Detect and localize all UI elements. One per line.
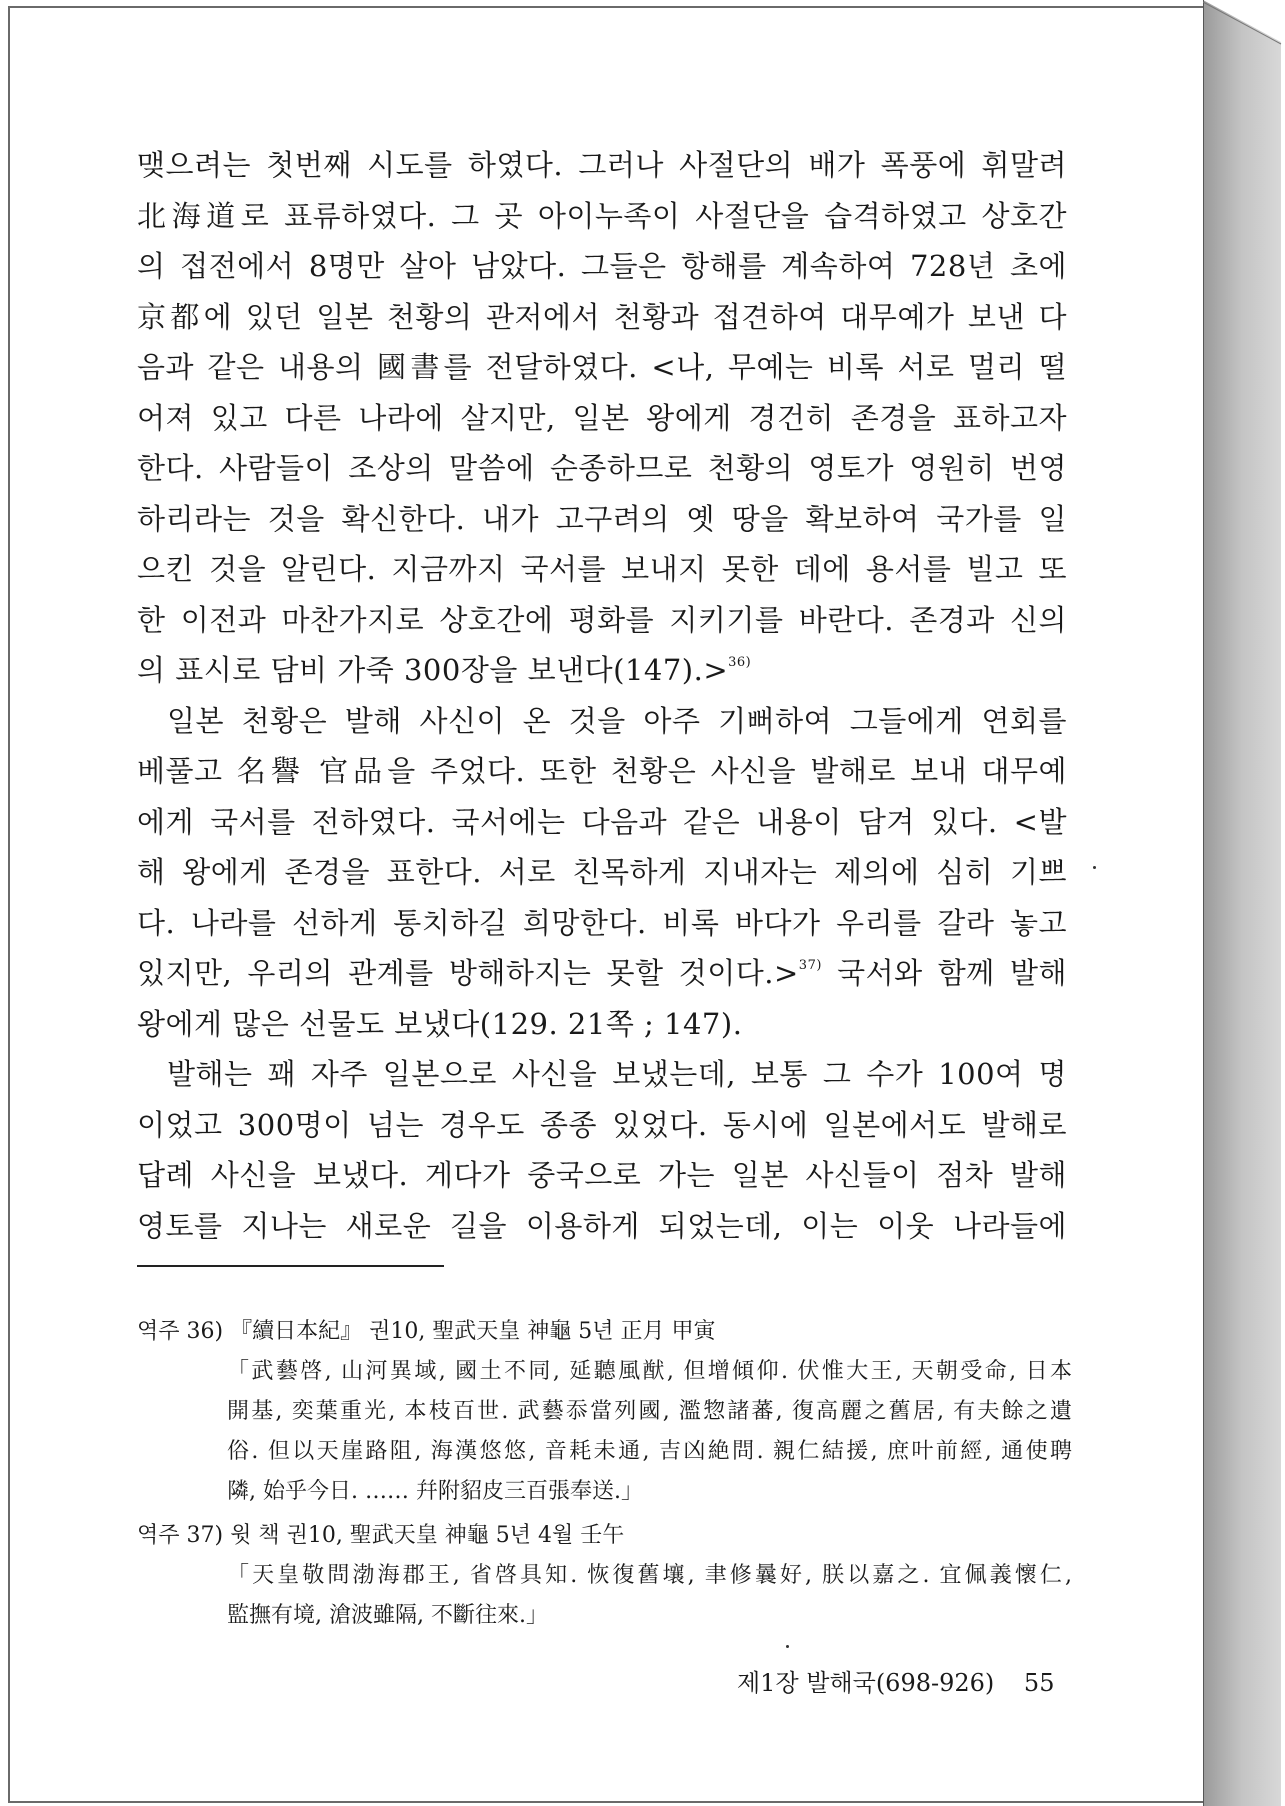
running-footer-chapter: 제1장 발해국(698-926) <box>737 1669 995 1697</box>
text-line-content: 어져 있고 다른 나라에 살지만, 일본 왕에게 경건히 존경을 표하고자 <box>137 400 1067 435</box>
text-line-content: 해 왕에게 존경을 표한다. 서로 친목하게 지내자는 제의에 심히 기쁘 <box>137 855 1067 889</box>
page-number: 55 <box>1023 1669 1055 1697</box>
book-edge-shading <box>1203 0 1285 1806</box>
scan-speck <box>786 1645 789 1648</box>
text-line <box>137 1150 1067 1201</box>
text-line <box>137 544 1067 595</box>
text-line-content: 의 표시로 담비 가죽 300장을 보낸다(147).> <box>137 653 729 687</box>
text-line-content: 있지만, 우리의 관계를 방해하지는 못할 것이다.> <box>137 956 799 990</box>
text-line <box>137 847 1067 898</box>
footnote-heading <box>137 1312 1072 1352</box>
text-line-content: 에게 국서를 전하였다. 국서에는 다음과 같은 내용이 담겨 있다. <발 <box>137 804 1067 839</box>
text-line <box>137 645 1067 696</box>
footnote-divider <box>137 1265 444 1267</box>
text-line <box>137 595 1067 646</box>
footnote-reference[interactable]: 37) <box>798 958 822 973</box>
footnote-source-title: 『續日本紀』 권10, 聖武天皇 神龜 5년 正月 甲寅 <box>230 1319 716 1344</box>
body-text <box>137 140 1067 1251</box>
footnote-label: 역주 36) <box>137 1319 224 1344</box>
text-line-content: 京都에 있던 일본 천황의 관저에서 천황과 접견하여 대무예가 보낸 다 <box>137 299 1067 334</box>
text-line <box>137 393 1067 444</box>
footnote-heading <box>137 1516 1072 1556</box>
text-line <box>137 1201 1067 1252</box>
text-line-content: 北海道로 표류하였다. 그 곳 아이누족이 사절단을 습격하였고 상호간 <box>137 198 1067 233</box>
text-line-content: 한다. 사람들이 조상의 말씀에 순종하므로 천황의 영토가 영원히 번영 <box>137 451 1067 485</box>
footnote-label: 역주 37) <box>137 1523 224 1548</box>
text-line-content: 왕에게 많은 선물도 보냈다(129. 21쪽 ; 147). <box>137 1006 743 1041</box>
text-line <box>137 140 1067 191</box>
scan-speck <box>1093 866 1096 869</box>
text-line <box>137 1049 1067 1100</box>
text-line <box>137 797 1067 848</box>
text-line-content: 음과 같은 내용의 國書를 전달하였다. <나, 무예는 비록 서로 멀리 떨 <box>137 350 1067 384</box>
footnote-line: 隣, 始乎今日. …… 幷附貂皮三百張奉送.」 <box>227 1479 643 1504</box>
footnote-line: 俗. 但以天崖路阻, 海漢悠悠, 音耗未通, 吉凶絶問. 親仁結援, 庶叶前經, 通使聘 <box>227 1439 1072 1464</box>
text-line-tail: 국서와 함께 발해 <box>821 956 1067 990</box>
text-line <box>137 948 1067 999</box>
text-line-content: 맺으려는 첫번째 시도를 하였다. 그러나 사절단의 배가 폭풍에 휘말려 <box>137 148 1067 182</box>
text-line-content: 하리라는 것을 확신한다. 내가 고구려의 옛 땅을 확보하여 국가를 일 <box>137 501 1067 536</box>
text-line-content: 베풀고 名譽 官品을 주었다. 또한 천황은 사신을 발해로 보내 대무예 <box>137 754 1067 788</box>
footnote-reference[interactable]: 36) <box>728 655 752 670</box>
footnote-line: 「天皇敬問渤海郡王, 省啓具知. 恢復舊壤, 聿修曩好, 朕以嘉之. 宜佩義懷仁, <box>227 1563 1072 1588</box>
footnotes <box>137 1312 1072 1636</box>
text-line <box>137 999 1067 1050</box>
text-line <box>137 342 1067 393</box>
text-line <box>137 494 1067 545</box>
text-line-content: 으킨 것을 알린다. 지금까지 국서를 보내지 못한 데에 용서를 빌고 또 <box>137 552 1067 586</box>
page-footer <box>737 1663 1054 1698</box>
text-line <box>137 1100 1067 1151</box>
footnote-source-title: 윗 책 권10, 聖武天皇 神龜 5년 4월 壬午 <box>230 1523 625 1548</box>
footnote-line: 開基, 奕葉重光, 本枝百世. 武藝忝當列國, 濫惣諸蕃, 復高麗之舊居, 有夫餘之遺 <box>227 1399 1072 1424</box>
footnote-quotation <box>137 1556 1072 1636</box>
text-line <box>137 696 1067 747</box>
footnote-line: 監撫有境, 滄波雖隔, 不斷往來.」 <box>227 1603 548 1628</box>
text-line-content: 다. 나라를 선하게 통치하길 희망한다. 비록 바다가 우리를 갈라 놓고 <box>137 905 1067 940</box>
text-line <box>137 898 1067 949</box>
text-line <box>137 191 1067 242</box>
text-line-content: 의 접전에서 8명만 살아 남았다. 그들은 항해를 계속하여 728년 초에 <box>137 249 1067 283</box>
footnote-line: 「武藝啓, 山河異域, 國土不同, 延聽風猷, 但增傾仰. 伏惟大王, 天朝受命, 日本 <box>227 1359 1072 1384</box>
text-line <box>137 292 1067 343</box>
text-line <box>137 443 1067 494</box>
text-line-content: 영토를 지나는 새로운 길을 이용하게 되었는데, 이는 이웃 나라들에 <box>137 1208 1067 1243</box>
text-line <box>137 746 1067 797</box>
text-line-content: 일본 천황은 발해 사신이 온 것을 아주 기뻐하여 그들에게 연회를 <box>167 703 1067 738</box>
text-line-content: 발해는 꽤 자주 일본으로 사신을 보냈는데, 보통 그 수가 100여 명 <box>167 1057 1067 1091</box>
text-line-content: 이었고 300명이 넘는 경우도 종종 있었다. 동시에 일본에서도 발해로 <box>137 1107 1067 1142</box>
text-line-content: 답례 사신을 보냈다. 게다가 중국으로 가는 일본 사신들이 점차 발해 <box>137 1158 1067 1192</box>
text-line <box>137 241 1067 292</box>
text-line-content: 한 이전과 마찬가지로 상호간에 평화를 지키기를 바란다. 존경과 신의 <box>137 602 1067 637</box>
footnote-quotation <box>137 1352 1072 1512</box>
